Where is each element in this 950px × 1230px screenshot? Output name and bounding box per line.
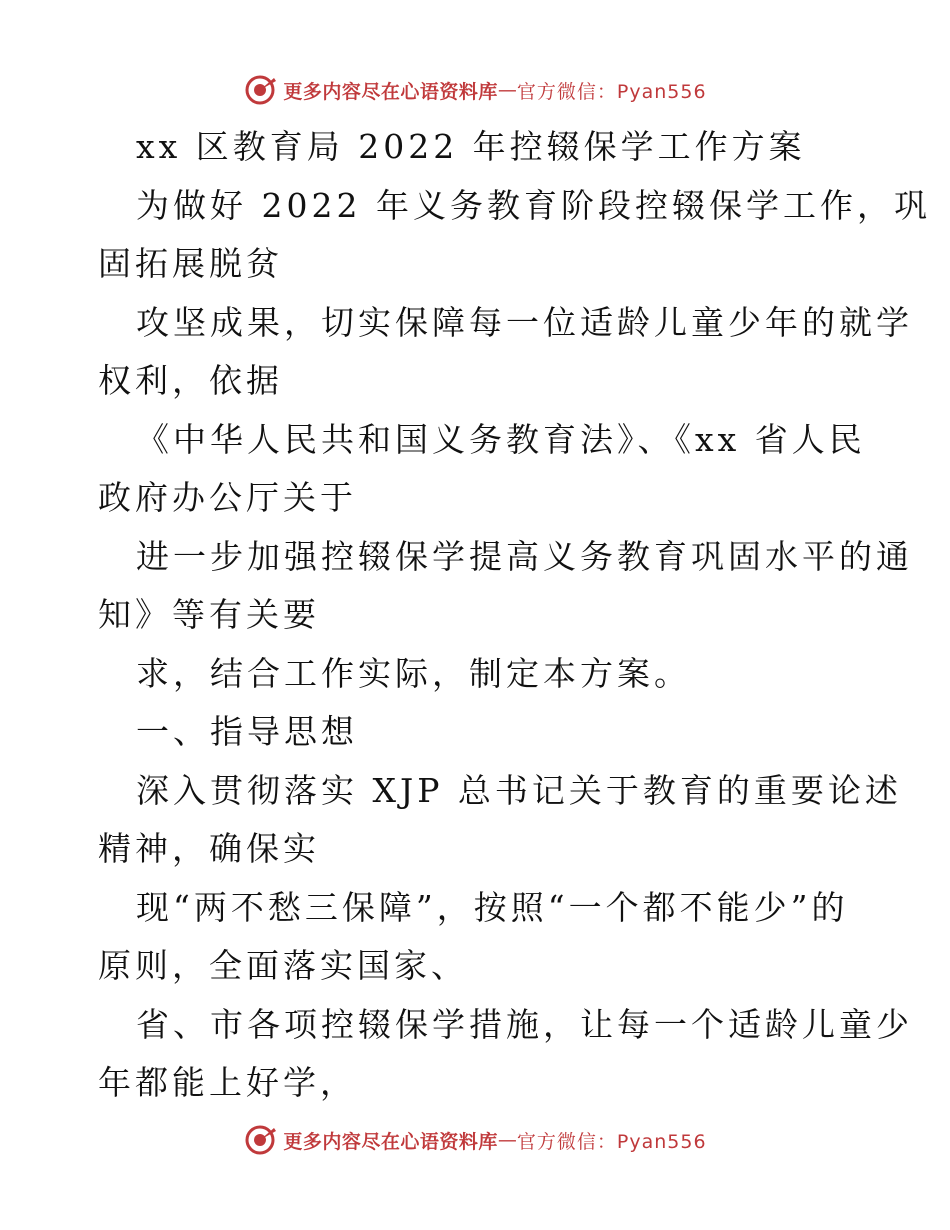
paragraph-line: 省、市各项控辍保学措施，让每一个适龄儿童少 bbox=[136, 1004, 913, 1044]
paragraph-line: 固拓展脱贫 bbox=[98, 244, 283, 283]
document-title: xx 区教育局 2022 年控辍保学工作方案 bbox=[136, 127, 806, 166]
banner-site-text: 更多内容尽在心语资料库 bbox=[283, 80, 498, 103]
paragraph-line: 原则，全面落实国家、 bbox=[98, 946, 468, 985]
paragraph-line: 求，结合工作实际，制定本方案。 bbox=[136, 653, 691, 693]
section-heading: 一、指导思想 bbox=[136, 712, 358, 751]
paragraph-line: 进一步加强控辍保学提高义务教育巩固水平的通 bbox=[136, 536, 913, 576]
document-body bbox=[98, 118, 931, 1113]
header-banner bbox=[0, 70, 950, 110]
paragraph-line: 知》等有关要 bbox=[98, 595, 320, 634]
paragraph-line: 权利，依据 bbox=[98, 361, 283, 400]
banner-separator: — bbox=[497, 79, 517, 101]
paragraph-line: 精神，确保实 bbox=[98, 829, 320, 868]
banner-site-text: 更多内容尽在心语资料库 bbox=[283, 1130, 498, 1153]
footer-banner bbox=[0, 1120, 950, 1160]
pen-circle-logo-icon bbox=[243, 73, 277, 107]
paragraph-line: 为做好 2022 年义务教育阶段控辍保学工作，巩 bbox=[136, 185, 931, 225]
banner-separator: — bbox=[497, 1129, 517, 1151]
paragraph-line: 现“两不愁三保障”，按照“一个都不能少”的 bbox=[136, 887, 849, 927]
pen-circle-logo-icon bbox=[243, 1123, 277, 1157]
paragraph-line: 《中华人民共和国义务教育法》、《xx 省人民 bbox=[136, 419, 866, 459]
banner-wechat-text: 官方微信：Pyan556 bbox=[516, 80, 707, 103]
paragraph-line: 攻坚成果，切实保障每一位适龄儿童少年的就学 bbox=[136, 302, 913, 342]
paragraph-line: 年都能上好学， bbox=[98, 1063, 357, 1102]
paragraph-line: 政府办公厅关于 bbox=[98, 478, 357, 517]
paragraph-line: 深入贯彻落实 XJP 总书记关于教育的重要论述 bbox=[136, 770, 902, 810]
banner-wechat-text: 官方微信：Pyan556 bbox=[516, 1130, 707, 1153]
